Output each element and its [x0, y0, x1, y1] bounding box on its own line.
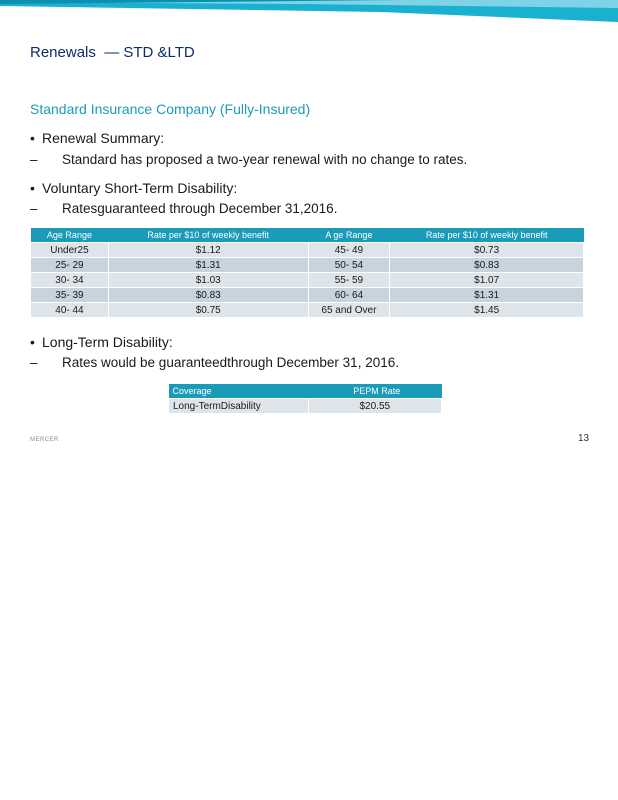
header-rate-2: Rate per $10 of weekly benefit [390, 228, 584, 243]
table-cell: Long-TermDisability [169, 399, 309, 414]
sub-bullet-ltd: – Rates would be guaranteedthrough December 31, 2016. [30, 355, 399, 370]
table-cell: $0.73 [390, 243, 584, 258]
bullet-renewal-summary: • Renewal Summary: [30, 130, 165, 146]
table-row [31, 273, 584, 288]
table-cell: 55- 59 [308, 273, 390, 288]
sub-bullet-std: – Ratesguaranteed through December 31,2016. [30, 201, 338, 216]
table-cell: 65 and Over [308, 303, 390, 318]
table-cell: Under25 [31, 243, 109, 258]
table-cell: 35- 39 [31, 288, 109, 303]
table-row [31, 258, 584, 273]
header-pepm-rate: PEPM Rate [308, 384, 441, 399]
table-cell: 45- 49 [308, 243, 390, 258]
mercer-logo: MERCER [30, 437, 60, 443]
ltd-rate-table [168, 384, 442, 414]
table-row [169, 399, 442, 414]
table-row [31, 243, 584, 258]
table-cell: $0.83 [390, 258, 584, 273]
table-cell: 60- 64 [308, 288, 390, 303]
table-cell: $1.45 [390, 303, 584, 318]
table-cell: $0.83 [108, 288, 308, 303]
section-subtitle: Standard Insurance Company (Fully-Insured) [30, 101, 311, 117]
bullet-ltd: • Long-Term Disability: [30, 334, 173, 350]
table-row [31, 303, 584, 318]
table-cell: 40- 44 [31, 303, 109, 318]
table-cell: 25- 29 [31, 258, 109, 273]
table-cell: $1.07 [390, 273, 584, 288]
table-cell: $1.12 [108, 243, 308, 258]
header-wave-decoration [0, 0, 618, 24]
header-coverage: Coverage [169, 384, 309, 399]
table-cell: $1.31 [108, 258, 308, 273]
table-cell: 30- 34 [31, 273, 109, 288]
table-cell: $1.03 [108, 273, 308, 288]
table-cell: 50- 54 [308, 258, 390, 273]
header-age-range-2: A ge Range [308, 228, 390, 243]
table-cell: $1.31 [390, 288, 584, 303]
page-number: 13 [578, 433, 590, 444]
header-rate: Rate per $10 of weekly benefit [108, 228, 308, 243]
header-age-range: Age Range [31, 228, 109, 243]
table-cell: $20.55 [308, 399, 441, 414]
table-cell: $0.75 [108, 303, 308, 318]
page-title: Renewals — STD &LTD [30, 44, 195, 61]
sub-bullet-renewal: – Standard has proposed a two-year renewal with no change to rates. [30, 152, 468, 167]
table-row [31, 288, 584, 303]
std-rate-table [30, 228, 584, 318]
bullet-std: • Voluntary Short-Term Disability: [30, 180, 238, 196]
